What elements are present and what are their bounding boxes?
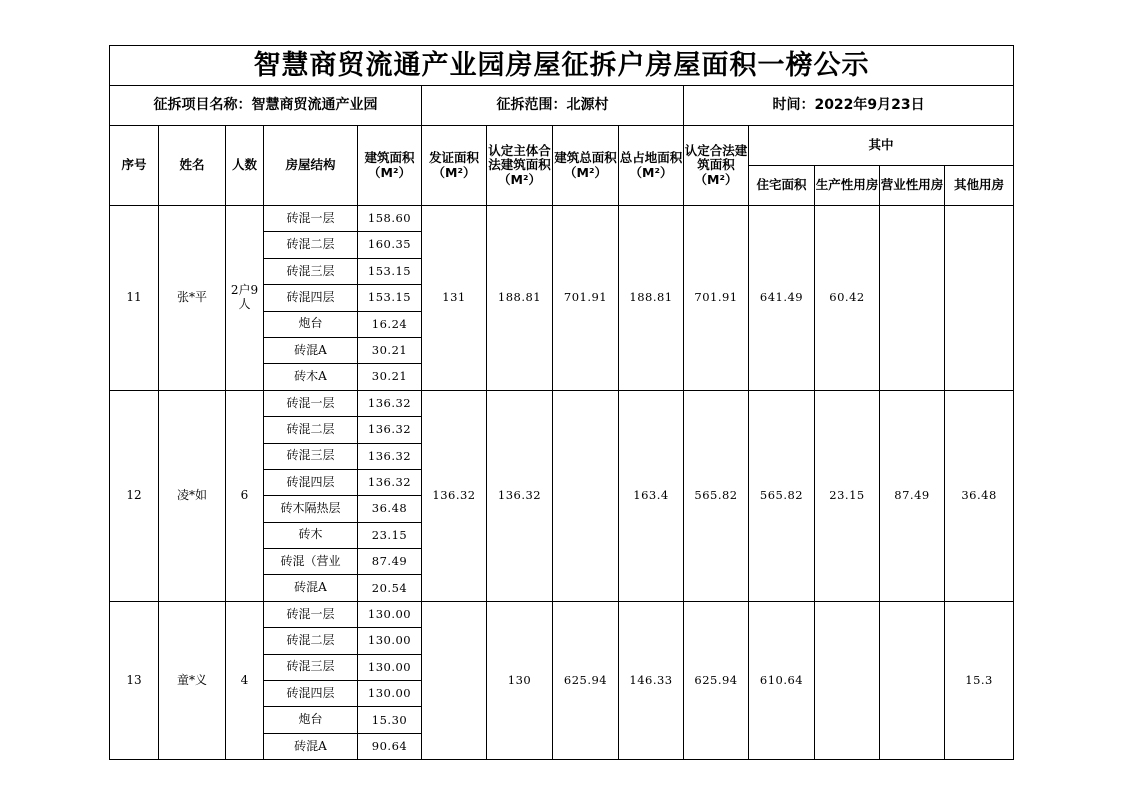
cell-structure-area: 153.15: [358, 285, 422, 311]
cell-people: 6: [226, 390, 264, 601]
header-of-which: 其中: [749, 126, 1014, 166]
cell-total-build: [553, 390, 619, 601]
project-name: 征拆项目名称：智慧商贸流通产业园: [110, 86, 422, 126]
cell-recognized-main: 130: [487, 601, 553, 759]
cell-structure-type: 砖混四层: [264, 285, 358, 311]
cell-structure-area: 158.60: [358, 206, 422, 232]
cell-name: 凌*如: [159, 390, 226, 601]
cell-structure-area: 160.35: [358, 232, 422, 258]
cell-residential: 565.82: [749, 390, 815, 601]
cell-structure-type: 炮台: [264, 311, 358, 337]
cell-production: 23.15: [815, 390, 880, 601]
cell-structure-type: 砖木A: [264, 364, 358, 390]
announcement-date: 时间：2022年9月23日: [684, 86, 1014, 126]
header-seq: 序号: [110, 126, 159, 206]
cell-structure-area: 16.24: [358, 311, 422, 337]
cell-other: 36.48: [945, 390, 1014, 601]
header-people: 人数: [226, 126, 264, 206]
cell-structure-area: 23.15: [358, 522, 422, 548]
cell-production: [815, 601, 880, 759]
cell-structure-area: 30.21: [358, 337, 422, 363]
cell-structure-type: 砖混（营业: [264, 549, 358, 575]
cell-residential: 641.49: [749, 206, 815, 391]
cell-structure-area: 30.21: [358, 364, 422, 390]
cell-structure-area: 130.00: [358, 681, 422, 707]
cell-structure-area: 153.15: [358, 258, 422, 284]
cell-business: 87.49: [880, 390, 945, 601]
table-row: [110, 601, 1014, 627]
cell-structure-type: 砖混一层: [264, 601, 358, 627]
header-total-build: 建筑总面积（M²）: [553, 126, 619, 206]
cell-people: 2户9人: [226, 206, 264, 391]
cell-structure-type: 砖混一层: [264, 390, 358, 416]
header-recognized-main: 认定主体合法建筑面积（M²）: [487, 126, 553, 206]
cell-total-land: 188.81: [619, 206, 684, 391]
cell-name: 童*义: [159, 601, 226, 759]
cell-production: 60.42: [815, 206, 880, 391]
cell-seq: 11: [110, 206, 159, 391]
cell-structure-type: 砖混二层: [264, 232, 358, 258]
cell-structure-area: 136.32: [358, 390, 422, 416]
cell-total-build: 701.91: [553, 206, 619, 391]
cell-structure-area: 130.00: [358, 601, 422, 627]
header-cert-area: 发证面积（M²）: [422, 126, 487, 206]
cell-structure-type: 砖混三层: [264, 258, 358, 284]
header-residential: 住宅面积: [749, 166, 815, 206]
cell-business: [880, 206, 945, 391]
cell-other: 15.3: [945, 601, 1014, 759]
cell-legal-build: 625.94: [684, 601, 749, 759]
demolition-scope: 征拆范围：北源村: [422, 86, 684, 126]
cell-structure-type: 砖混三层: [264, 654, 358, 680]
cell-structure-area: 136.32: [358, 443, 422, 469]
cell-structure-area: 130.00: [358, 628, 422, 654]
table-row: [110, 206, 1014, 232]
cell-structure-type: 砖木: [264, 522, 358, 548]
header-total-land: 总占地面积（M²）: [619, 126, 684, 206]
cell-structure-type: 砖混A: [264, 337, 358, 363]
header-production: 生产性用房: [815, 166, 880, 206]
cell-structure-area: 136.32: [358, 417, 422, 443]
cell-structure-type: 砖混四层: [264, 469, 358, 495]
page-title: 智慧商贸流通产业园房屋征拆户房屋面积一榜公示: [110, 46, 1014, 86]
cell-name: 张*平: [159, 206, 226, 391]
cell-structure-area: 87.49: [358, 549, 422, 575]
cell-structure-area: 90.64: [358, 733, 422, 759]
cell-recognized-main: 136.32: [487, 390, 553, 601]
cell-seq: 13: [110, 601, 159, 759]
cell-structure-type: 砖混二层: [264, 628, 358, 654]
cell-structure-area: 36.48: [358, 496, 422, 522]
cell-structure-area: 136.32: [358, 469, 422, 495]
cell-cert-area: 136.32: [422, 390, 487, 601]
cell-total-land: 146.33: [619, 601, 684, 759]
cell-structure-type: 砖混四层: [264, 681, 358, 707]
cell-structure-area: 130.00: [358, 654, 422, 680]
cell-seq: 12: [110, 390, 159, 601]
cell-total-land: 163.4: [619, 390, 684, 601]
cell-structure-area: 20.54: [358, 575, 422, 601]
header-name: 姓名: [159, 126, 226, 206]
cell-legal-build: 701.91: [684, 206, 749, 391]
cell-structure-type: 砖混A: [264, 733, 358, 759]
cell-recognized-main: 188.81: [487, 206, 553, 391]
header-build-area: 建筑面积（M²）: [358, 126, 422, 206]
cell-people: 4: [226, 601, 264, 759]
cell-structure-type: 砖混一层: [264, 206, 358, 232]
header-legal-build: 认定合法建筑面积（M²）: [684, 126, 749, 206]
cell-structure-type: 砖混二层: [264, 417, 358, 443]
cell-cert-area: [422, 601, 487, 759]
cell-business: [880, 601, 945, 759]
header-other: 其他用房: [945, 166, 1014, 206]
cell-cert-area: 131: [422, 206, 487, 391]
cell-legal-build: 565.82: [684, 390, 749, 601]
table-row: [110, 390, 1014, 416]
cell-structure-type: 炮台: [264, 707, 358, 733]
cell-structure-type: 砖混A: [264, 575, 358, 601]
cell-total-build: 625.94: [553, 601, 619, 759]
cell-structure-type: 砖木隔热层: [264, 496, 358, 522]
header-structure: 房屋结构: [264, 126, 358, 206]
cell-residential: 610.64: [749, 601, 815, 759]
cell-structure-type: 砖混三层: [264, 443, 358, 469]
cell-structure-area: 15.30: [358, 707, 422, 733]
demolition-area-table: [109, 45, 1014, 760]
cell-other: [945, 206, 1014, 391]
header-business: 营业性用房: [880, 166, 945, 206]
